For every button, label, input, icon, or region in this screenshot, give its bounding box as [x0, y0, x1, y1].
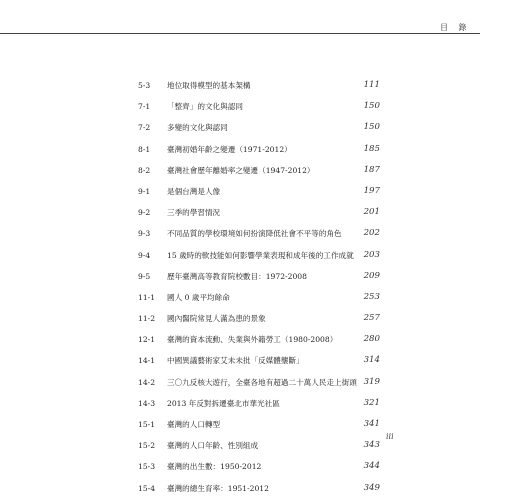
figure-title: 臺灣的出生數：1950-2012: [167, 462, 262, 472]
figure-title: 三季的學習情況: [167, 208, 221, 218]
figure-title: 15 歲時的軟技能如何影響學業表現和成年後的工作成就: [167, 250, 354, 260]
figure-title: 臺灣初婚年齡之變遷（1971-2012）: [167, 144, 292, 154]
figure-number: 15-4: [138, 483, 156, 493]
figure-title: 國內醫院常見人滿為患的景象: [167, 314, 266, 324]
figure-title: 2013 年反對拆遷臺北市華光社區: [167, 398, 280, 408]
figure-number: 9-4: [138, 250, 151, 260]
figure-number: 14-3: [138, 398, 156, 408]
figure-page-number: 202: [363, 228, 380, 239]
running-header-title: 目 錄: [440, 23, 471, 32]
toc-entry[interactable]: [138, 414, 380, 435]
figure-number: 9-5: [138, 271, 151, 281]
figure-title: 歷年臺灣高等教育院校數目：1972-2008: [167, 271, 307, 281]
figure-number: 15-3: [138, 462, 156, 472]
figure-title: 臺灣的總生育率：1951-2012: [167, 483, 269, 493]
toc-entry[interactable]: [138, 350, 380, 371]
toc-entry[interactable]: [138, 478, 380, 499]
figure-page-number: 201: [363, 207, 380, 218]
figure-title: 不同品質的學校環境如何扮演降低社會不平等的角色: [167, 229, 342, 239]
toc-entry[interactable]: [138, 308, 380, 329]
figure-page-number: 111: [363, 80, 380, 90]
figure-number: 9-1: [138, 186, 151, 196]
figure-page-number: 150: [363, 122, 380, 133]
figure-title: 是個台灣是人像: [167, 186, 221, 196]
figure-number: 7-1: [138, 102, 151, 112]
figure-page-number: 314: [363, 355, 380, 366]
figure-page-number: 280: [363, 334, 380, 345]
figure-number: 9-3: [138, 229, 151, 239]
toc-entry[interactable]: [138, 435, 380, 456]
figure-page-number: 203: [363, 249, 380, 260]
figure-number: 15-1: [138, 420, 156, 429]
figure-number: 14-1: [138, 356, 156, 366]
toc-entry[interactable]: [138, 266, 380, 287]
toc-entry[interactable]: [138, 245, 380, 266]
toc-entry[interactable]: [138, 372, 380, 393]
figure-page-number: 253: [363, 291, 380, 302]
figure-number: 14-2: [138, 377, 156, 387]
figure-title: 臺灣的資本流動、失業與外籍勞工（1980-2008）: [167, 335, 338, 345]
figure-number: 15-2: [138, 441, 156, 451]
figure-title: 臺灣的人口年齡、性別組成: [167, 441, 259, 451]
figure-page-number: 349: [363, 482, 380, 493]
figure-page-number: 197: [363, 185, 380, 196]
toc-entry[interactable]: [138, 287, 380, 308]
toc-entry[interactable]: [138, 75, 380, 96]
figure-number: 8-1: [138, 144, 151, 154]
figure-title: 「整齊」的文化與認同: [167, 102, 243, 112]
figure-page-number: 321: [363, 397, 380, 408]
figure-page-number: 150: [363, 101, 380, 112]
toc-entry[interactable]: [138, 393, 380, 414]
figure-page-number: 344: [363, 461, 380, 472]
figure-page-number: 343: [363, 440, 380, 451]
figure-title: 國人 0 歲平均餘命: [167, 292, 230, 302]
figure-title: 地位取得模型的基本架構: [167, 81, 251, 90]
figure-title: 中國異議藝術家艾未未批「反媒體壟斷」: [167, 356, 304, 366]
toc-entry[interactable]: [138, 329, 380, 350]
toc-entry[interactable]: [138, 181, 380, 202]
figure-page-number: 341: [363, 419, 380, 429]
figure-title: 多變的文化與認同: [167, 123, 228, 133]
figure-number: 11-1: [138, 292, 156, 302]
toc-entry[interactable]: [138, 456, 380, 477]
figure-page-number: 209: [363, 270, 380, 281]
toc-entry[interactable]: [138, 160, 380, 181]
figure-number: 7-2: [138, 123, 151, 133]
figure-title: 臺灣社會歷年離婚率之變遷（1947-2012）: [167, 165, 315, 175]
figure-number: 11-2: [138, 314, 156, 324]
figure-page-number: 185: [363, 143, 380, 154]
figure-page-number: 319: [363, 376, 380, 387]
figure-title: 臺灣的人口轉型: [167, 420, 221, 429]
figure-number: 8-2: [138, 165, 151, 175]
toc-entry[interactable]: [138, 117, 380, 138]
figure-page-number: 257: [363, 313, 380, 324]
figure-number: 9-2: [138, 208, 151, 218]
figure-page-number: 187: [363, 164, 380, 175]
toc-entry[interactable]: [138, 96, 380, 117]
toc-entry[interactable]: [138, 139, 380, 160]
figure-number: 12-1: [138, 335, 156, 345]
figure-number: 5-3: [138, 81, 151, 90]
page-number: iii: [386, 432, 394, 441]
header-rule: [0, 33, 480, 34]
toc-entry[interactable]: [138, 223, 380, 244]
toc-entry[interactable]: [138, 202, 380, 223]
figure-title: 三〇九反核大遊行，全臺各地有超過二十萬人民走上街頭: [167, 377, 357, 387]
figure-list: [138, 75, 380, 499]
